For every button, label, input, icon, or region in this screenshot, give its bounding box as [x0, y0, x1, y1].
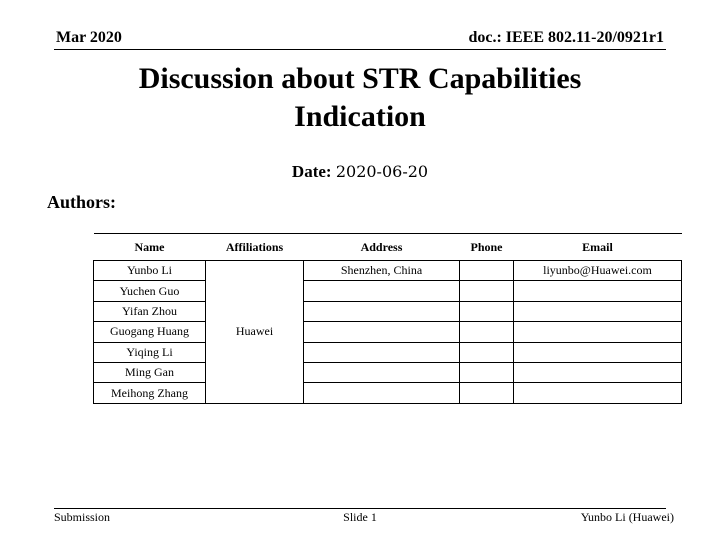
cell-name: Guogang Huang	[94, 322, 206, 342]
cell-name: Yuchen Guo	[94, 281, 206, 301]
slide-title	[60, 60, 660, 136]
col-header-name: Name	[94, 234, 206, 261]
footer-submission: Submission	[54, 510, 111, 524]
cell-name: Yifan Zhou	[94, 301, 206, 321]
cell-address	[304, 281, 460, 301]
title-line-2: Indication	[294, 100, 426, 133]
cell-phone	[460, 342, 514, 362]
cell-address	[304, 342, 460, 362]
col-header-address: Address	[304, 234, 460, 261]
cell-address	[304, 301, 460, 321]
cell-email	[514, 362, 682, 382]
col-header-email: Email	[514, 234, 682, 261]
date-line	[0, 162, 720, 182]
cell-name: Yiqing Li	[94, 342, 206, 362]
col-header-phone: Phone	[460, 234, 514, 261]
cell-name: Meihong Zhang	[94, 383, 206, 403]
cell-email	[514, 281, 682, 301]
cell-phone	[460, 261, 514, 281]
authors-table	[93, 233, 682, 404]
table-row	[94, 342, 682, 362]
table-row	[94, 261, 682, 281]
col-header-affiliations: Affiliations	[206, 234, 304, 261]
cell-phone	[460, 383, 514, 403]
cell-email	[514, 322, 682, 342]
cell-affiliation	[206, 261, 304, 404]
table-row	[94, 281, 682, 301]
cell-email	[514, 383, 682, 403]
date-label: Date:	[291, 162, 332, 181]
title-line-1: Discussion about STR Capabilities	[138, 62, 582, 95]
cell-phone	[460, 281, 514, 301]
table-row	[94, 301, 682, 321]
table-row	[94, 383, 682, 403]
cell-phone	[460, 322, 514, 342]
cell-email	[514, 342, 682, 362]
cell-phone	[460, 362, 514, 382]
date-value: 2020-06-20	[335, 162, 429, 181]
table-row	[94, 362, 682, 382]
footer-rule	[54, 508, 666, 509]
footer-author: Yunbo Li (Huawei)	[580, 510, 674, 524]
cell-name: Ming Gan	[94, 362, 206, 382]
cell-address	[304, 322, 460, 342]
footer-slide-number: Slide 1	[343, 510, 377, 524]
cell-address: Shenzhen, China	[304, 261, 460, 281]
cell-email: liyunbo@Huawei.com	[514, 261, 682, 281]
cell-email	[514, 301, 682, 321]
cell-address	[304, 383, 460, 403]
header-rule	[54, 49, 666, 50]
header-date: Mar 2020	[56, 29, 122, 46]
header-doc-id: doc.: IEEE 802.11-20/0921r1	[468, 29, 664, 46]
authors-label: Authors:	[47, 192, 117, 212]
cell-address	[304, 362, 460, 382]
cell-name: Yunbo Li	[94, 261, 206, 281]
affiliation-value: Huawei	[235, 324, 274, 339]
cell-phone	[460, 301, 514, 321]
table-row	[94, 322, 682, 342]
